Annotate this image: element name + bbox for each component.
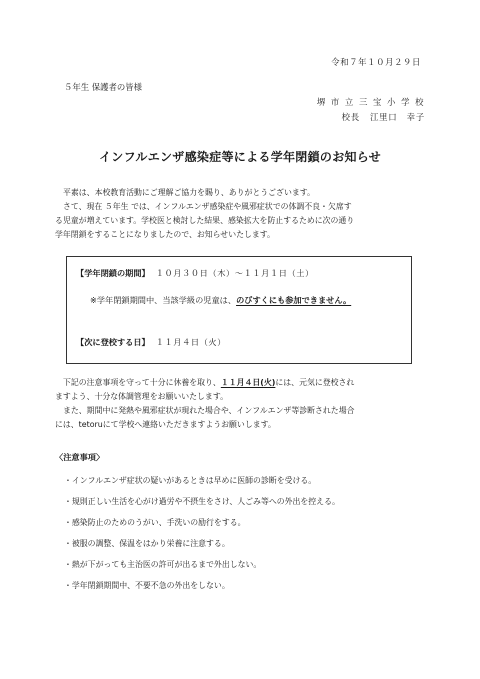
issue-date: 令和７年１０月２９日 — [331, 57, 421, 67]
intro-line: さて、現在 ５年生 では、インフルエンザ感染症や風邪症状での体調不良・欠席す — [63, 202, 352, 211]
instructions-line: には、tetoruにて学校へ連絡いただきますようお願いします。 — [55, 420, 276, 429]
instructions-line — [55, 376, 427, 390]
return-date-highlight: １１月４日(火) — [220, 378, 276, 387]
caution-item: ・学年閉鎖期間中、不要不急の外出をしない。 — [64, 581, 230, 590]
instructions-paragraph — [55, 376, 427, 432]
principal-title: 校長 — [341, 112, 360, 122]
return-date-label: 【次に登校する日】 — [76, 337, 150, 347]
principal-name: 江里口 幸子 — [369, 112, 425, 122]
principal-signature — [342, 113, 425, 121]
caution-item: ・規則正しい生活を心がけ過労や不摂生をさけ、人ごみ等への外出を控える。 — [64, 497, 340, 506]
instructions-line: ますよう、十分な体調管理をお願いいたします。 — [55, 392, 228, 401]
instructions-line: また、期間中に発熱や風邪症状が現れた場合や、インフルエンザ等診断された場合 — [63, 406, 355, 415]
closure-notice-box — [66, 256, 412, 364]
return-date-value: １１月４日（火） — [155, 337, 227, 347]
closure-note-emphasis: のびすくにも参加できません。 — [236, 295, 352, 305]
caution-item: ・被服の調整、保温をはかり栄養に注意する。 — [64, 539, 230, 548]
school-name: 堺 市 立 三 宝 小 学 校 — [316, 97, 425, 107]
instructions-text: には、元気に登校され — [275, 378, 355, 387]
caution-item: ・熱が下がっても主治医の許可が出るまで外出しない。 — [64, 560, 262, 569]
cautions-heading: 〈注意事項〉 — [55, 452, 105, 462]
caution-item: ・インフルエンザ症状の疑いがあるときは早めに医師の診断を受ける。 — [64, 476, 317, 485]
addressee: ５年生 保護者の皆様 — [64, 82, 143, 92]
cautions-list — [64, 477, 340, 603]
closure-note — [90, 296, 351, 304]
closure-note-text: ※学年閉鎖期間中、当該学級の児童は、 — [90, 295, 237, 305]
document-title: インフルエンザ感染症等による学年閉鎖のお知らせ — [98, 150, 382, 164]
closure-period-value: １０月３０日（木）～１１月１日（土） — [155, 268, 314, 278]
closure-period — [76, 269, 314, 277]
intro-line: 学年閉鎖をすることになりましたので、お知らせいたします。 — [55, 230, 275, 239]
caution-item: ・感染防止のためのうがい、手洗いの励行をする。 — [64, 518, 246, 527]
return-date — [76, 338, 226, 346]
instructions-text: 下記の注意事項を守って十分に休養を取り、 — [63, 378, 221, 387]
intro-line: 平素は、本校教育活動にご理解ご協力を賜り、ありがとうございます。 — [63, 188, 315, 197]
intro-line: る児童が増えています。学校医と検討した結果、感染拡大を防止するために次の通り — [55, 216, 355, 225]
closure-period-label: 【学年閉鎖の期間】 — [76, 268, 150, 278]
intro-paragraph — [55, 186, 427, 242]
